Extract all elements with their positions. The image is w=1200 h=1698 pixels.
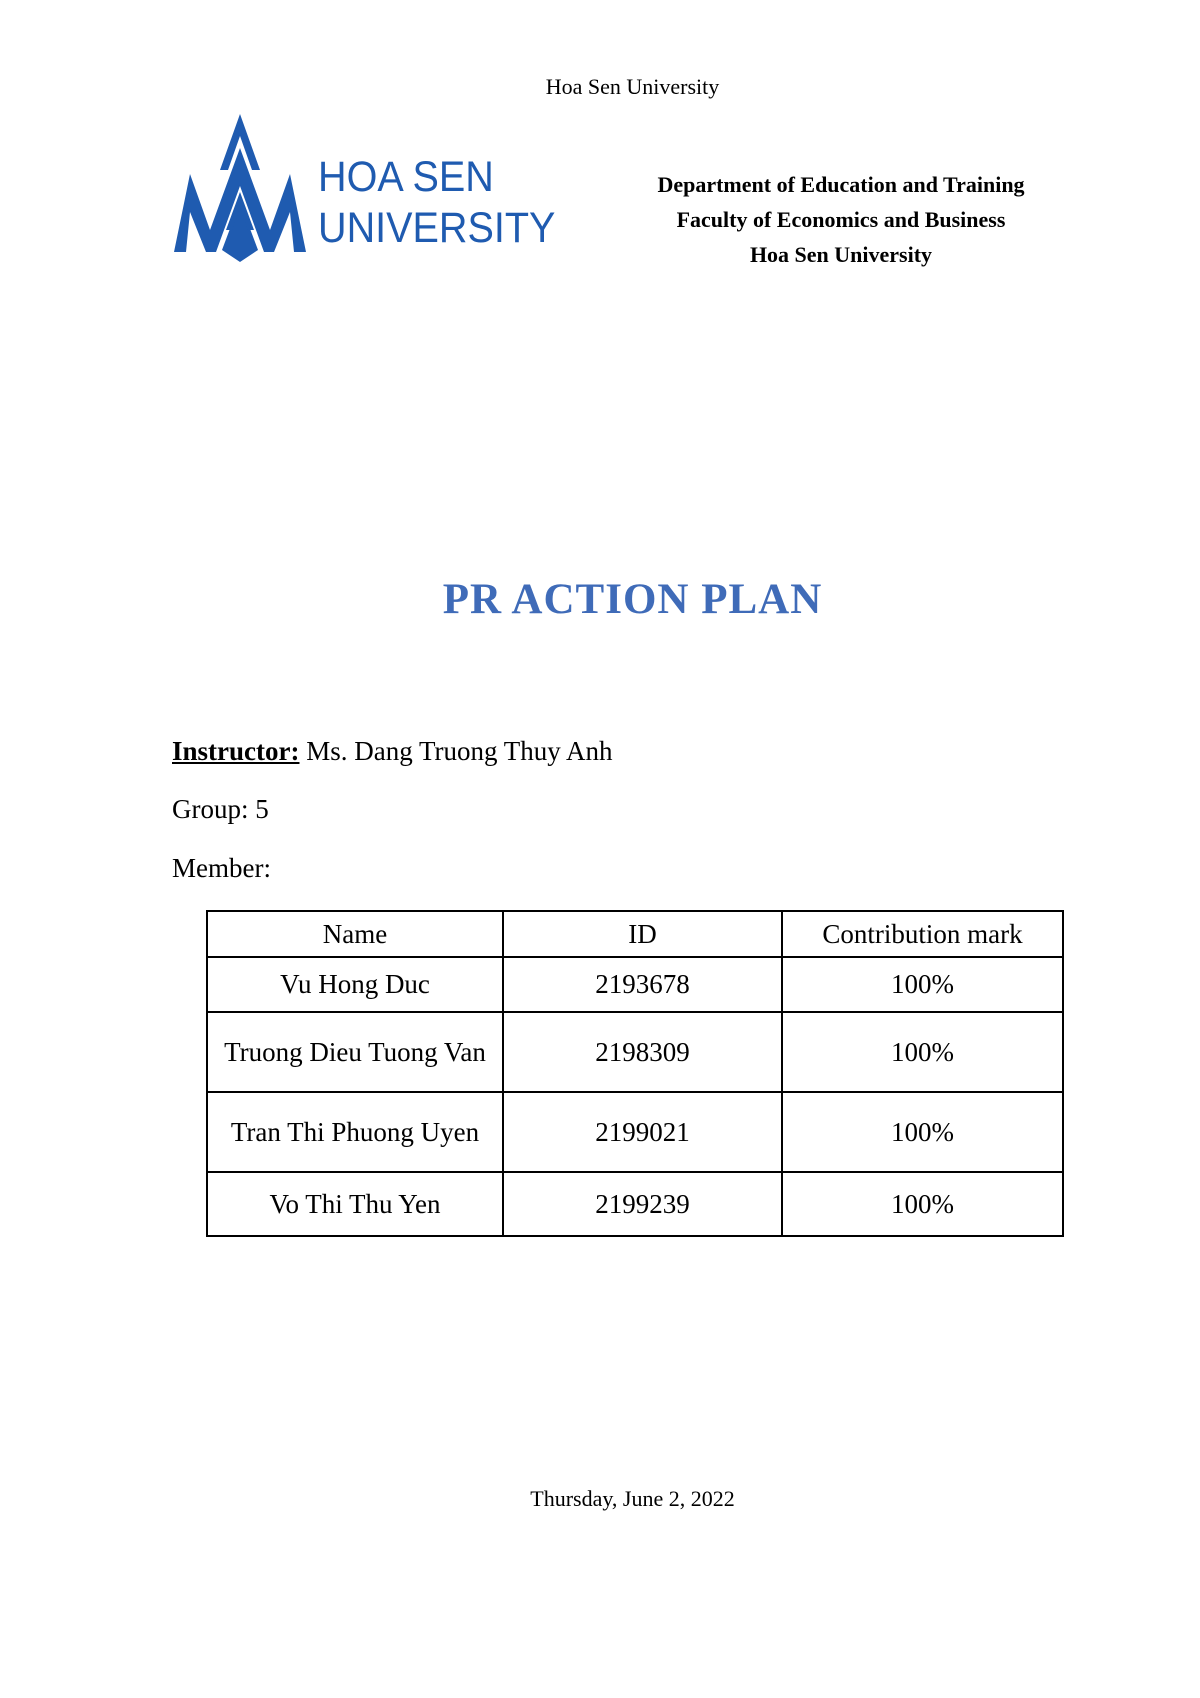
instructor-line [172,736,613,767]
member-mark: 100% [782,1172,1063,1236]
member-name: Truong Dieu Tuong Van [207,1012,503,1092]
table-header-row [207,911,1063,957]
university-logo [170,112,600,262]
member-name: Vu Hong Duc [207,957,503,1012]
member-name: Vo Thi Thu Yen [207,1172,503,1236]
table-row [207,1172,1063,1236]
table-row [207,1092,1063,1172]
department-line: Department of Education and Training [657,172,1025,197]
lotus-mountain-icon [170,112,310,262]
university-line: Hoa Sen University [749,242,933,267]
running-header: Hoa Sen University [545,74,720,99]
instructor-label: Instructor: [172,736,300,766]
member-id: 2199239 [503,1172,782,1236]
logo-text-line2: UNIVERSITY [318,204,556,252]
member-id: 2199021 [503,1092,782,1172]
member-id: 2193678 [503,957,782,1012]
member-name: Tran Thi Phuong Uyen [207,1092,503,1172]
header-name: Name [207,911,503,957]
members-table [206,910,1064,1237]
table-row [207,957,1063,1012]
member-mark: 100% [782,957,1063,1012]
member-mark: 100% [782,1092,1063,1172]
instructor-name: Ms. Dang Truong Thuy Anh [299,736,613,766]
table-row [207,1012,1063,1092]
department-block [620,167,1062,272]
group-line: Group: 5 [172,794,269,824]
member-mark: 100% [782,1012,1063,1092]
footer-date: Thursday, June 2, 2022 [530,1486,735,1511]
member-line: Member: [172,853,271,883]
faculty-line: Faculty of Economics and Business [676,207,1006,232]
member-id: 2198309 [503,1012,782,1092]
document-title: PR ACTION PLAN [442,576,823,623]
header-contribution: Contribution mark [782,911,1063,957]
logo-text-line1: HOA SEN [318,153,494,201]
header-id: ID [503,911,782,957]
